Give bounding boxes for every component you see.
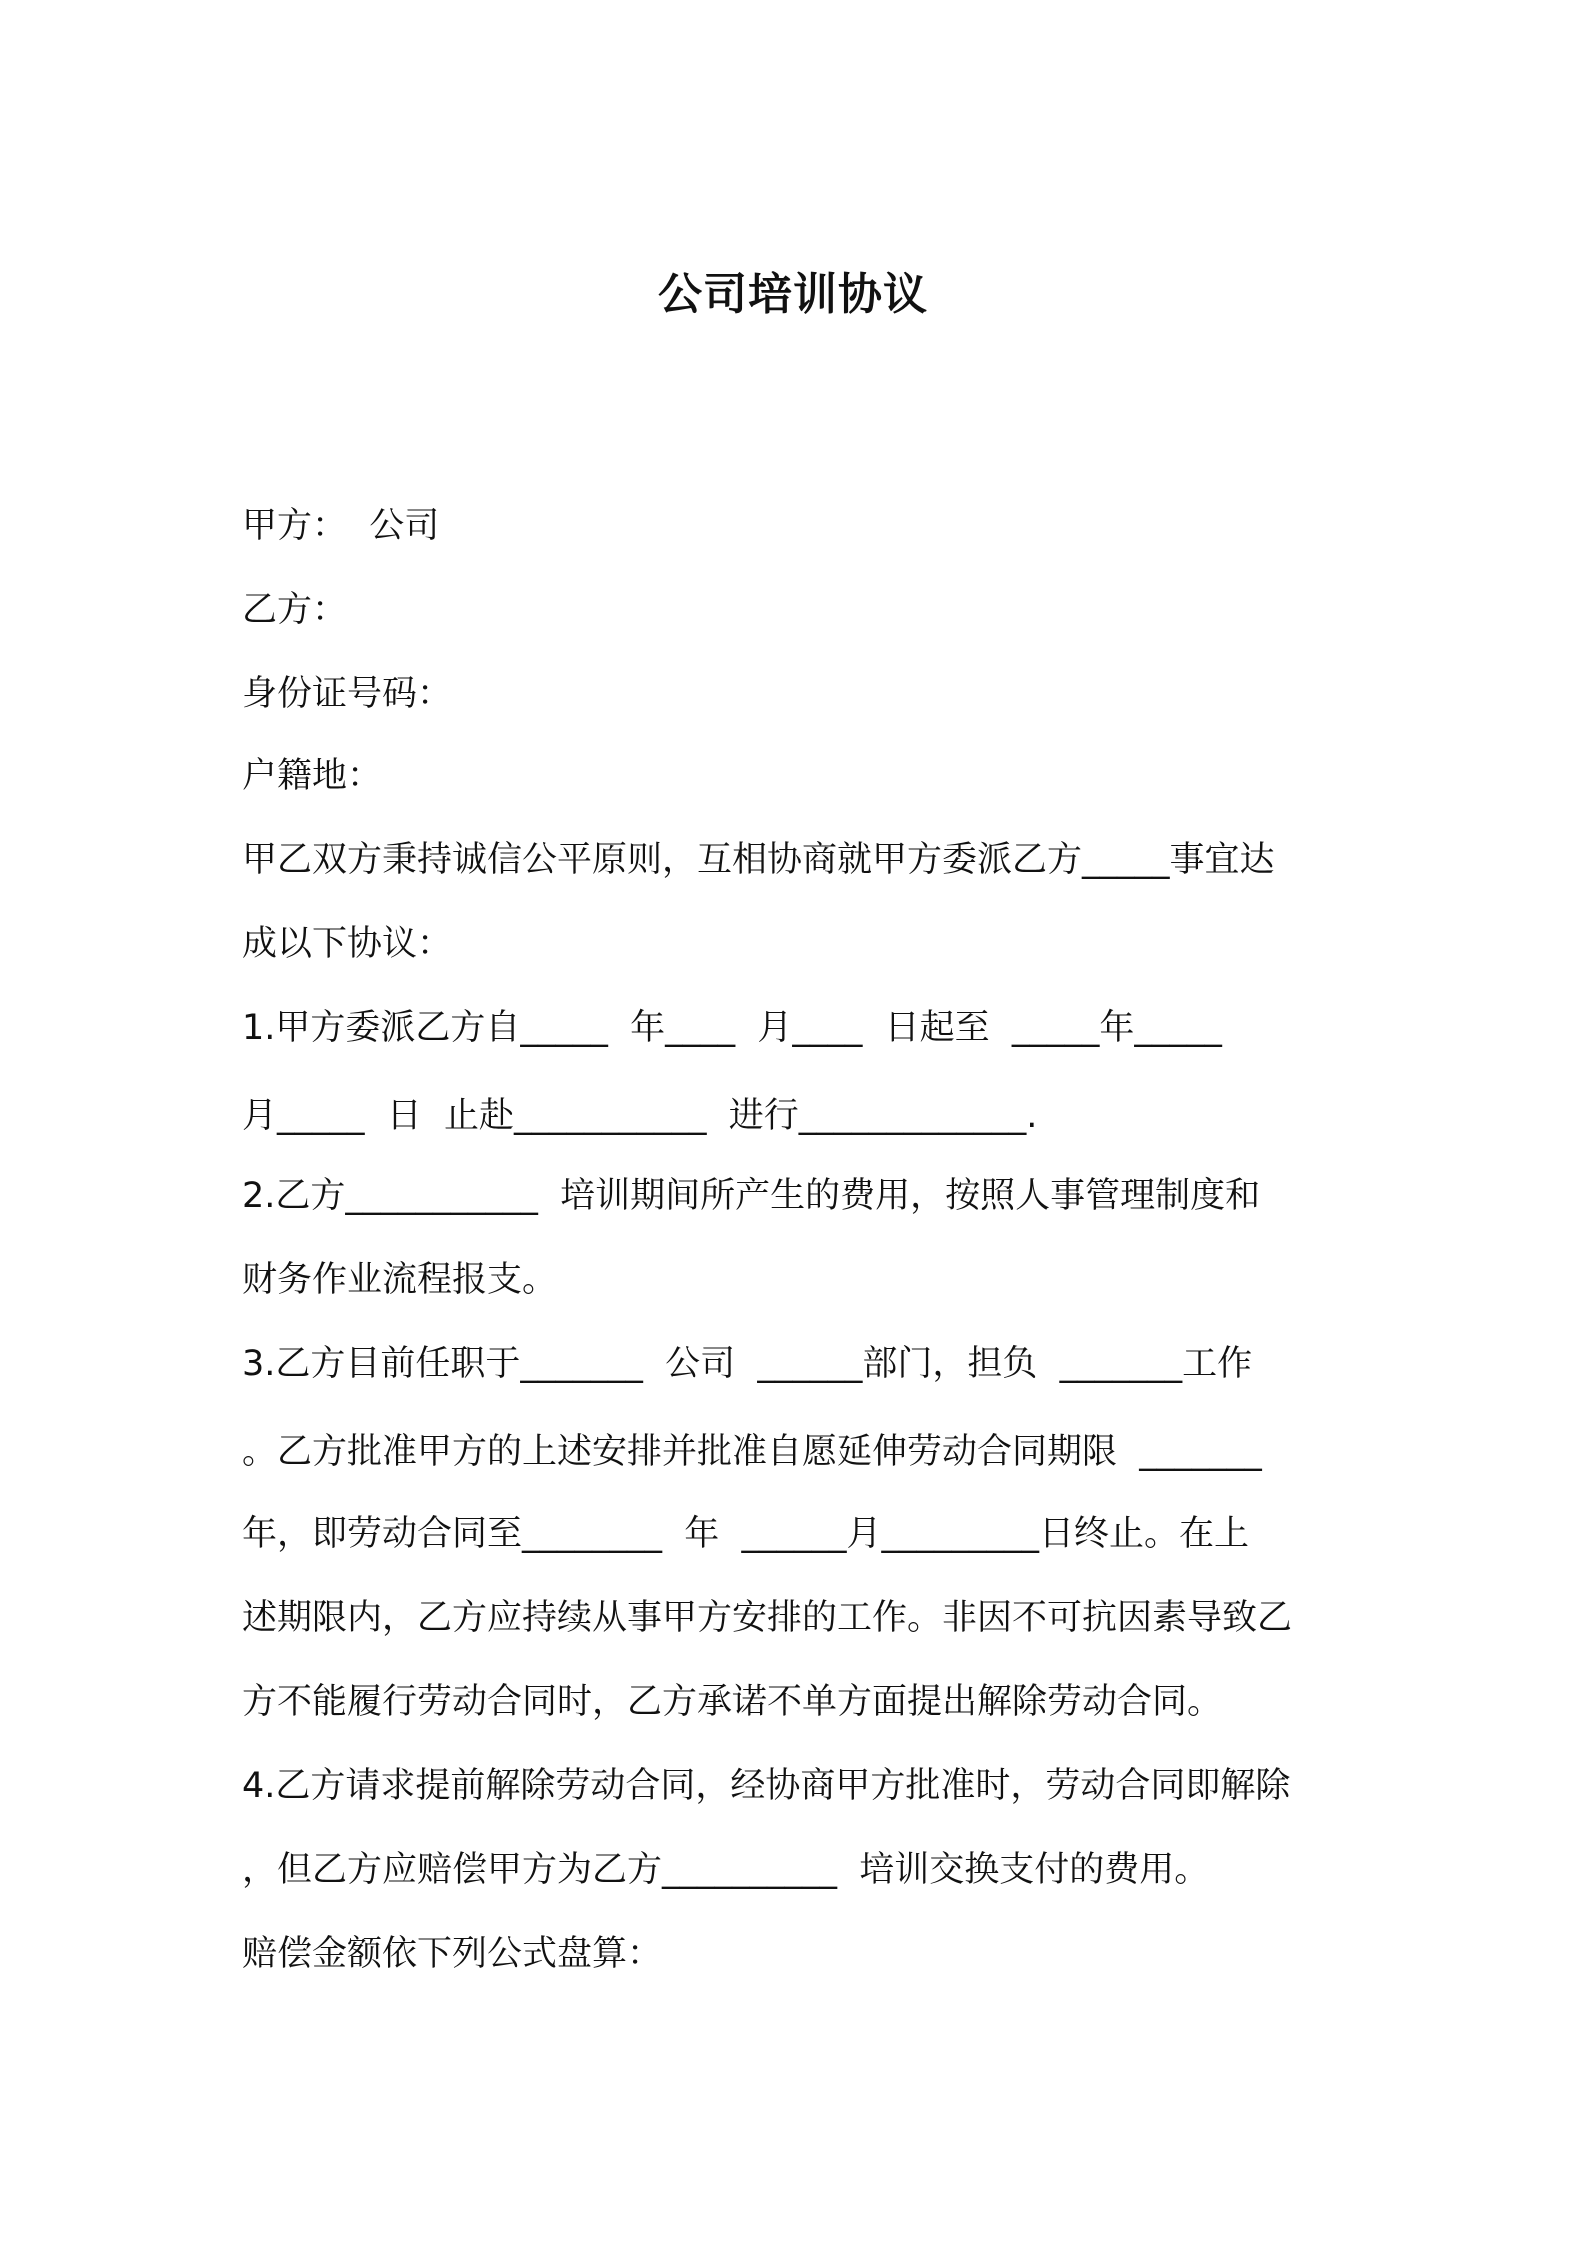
clause-3-line-5: 方不能履行劳动合同时，乙方承诺不单方面提出解除劳动合同。	[242, 1682, 1223, 1722]
id-number-line: 身份证号码：	[242, 674, 453, 714]
clause-3-line-1: 3.乙方目前任职于_______ 公司 ______部门，担负 _______工作	[242, 1344, 1253, 1384]
document-title: 公司培训协议	[658, 269, 928, 320]
preamble-line-2: 成以下协议：	[242, 924, 453, 964]
clause-3-line-2: 。乙方批准甲方的上述安排并批准自愿延伸劳动合同期限 _______	[242, 1432, 1262, 1472]
clause-4-line-2: ，但乙方应赔偿甲方为乙方__________ 培训交换支付的费用。	[242, 1850, 1210, 1890]
clause-1-line-1: 1.甲方委派乙方自_____ 年____ 月____ 日起至 _____年_____	[242, 1008, 1222, 1048]
clause-3-line-4: 述期限内，乙方应持续从事甲方安排的工作。非因不可抗因素导致乙	[242, 1598, 1293, 1638]
clause-4-line-1: 4.乙方请求提前解除劳动合同，经协商甲方批准时，劳动合同即解除	[242, 1766, 1291, 1806]
preamble-line-1: 甲乙双方秉持诚信公平原则，互相协商就甲方委派乙方_____事宜达	[242, 840, 1275, 880]
compensation-formula-line: 赔偿金额依下列公式盘算：	[242, 1934, 663, 1974]
domicile-line: 户籍地：	[242, 756, 383, 796]
party-b-line: 乙方：	[242, 590, 348, 630]
clause-1-line-2: 月_____ 日 止赴___________ 进行_____________.	[242, 1096, 1038, 1136]
clause-3-line-3: 年，即劳动合同至________ 年 ______月_________日终止。在上	[242, 1514, 1250, 1554]
clause-2-line-1: 2.乙方___________ 培训期间所产生的费用，按照人事管理制度和	[242, 1176, 1261, 1216]
clause-2-line-2: 财务作业流程报支。	[242, 1260, 558, 1300]
party-a-line: 甲方： 公司	[242, 506, 440, 546]
